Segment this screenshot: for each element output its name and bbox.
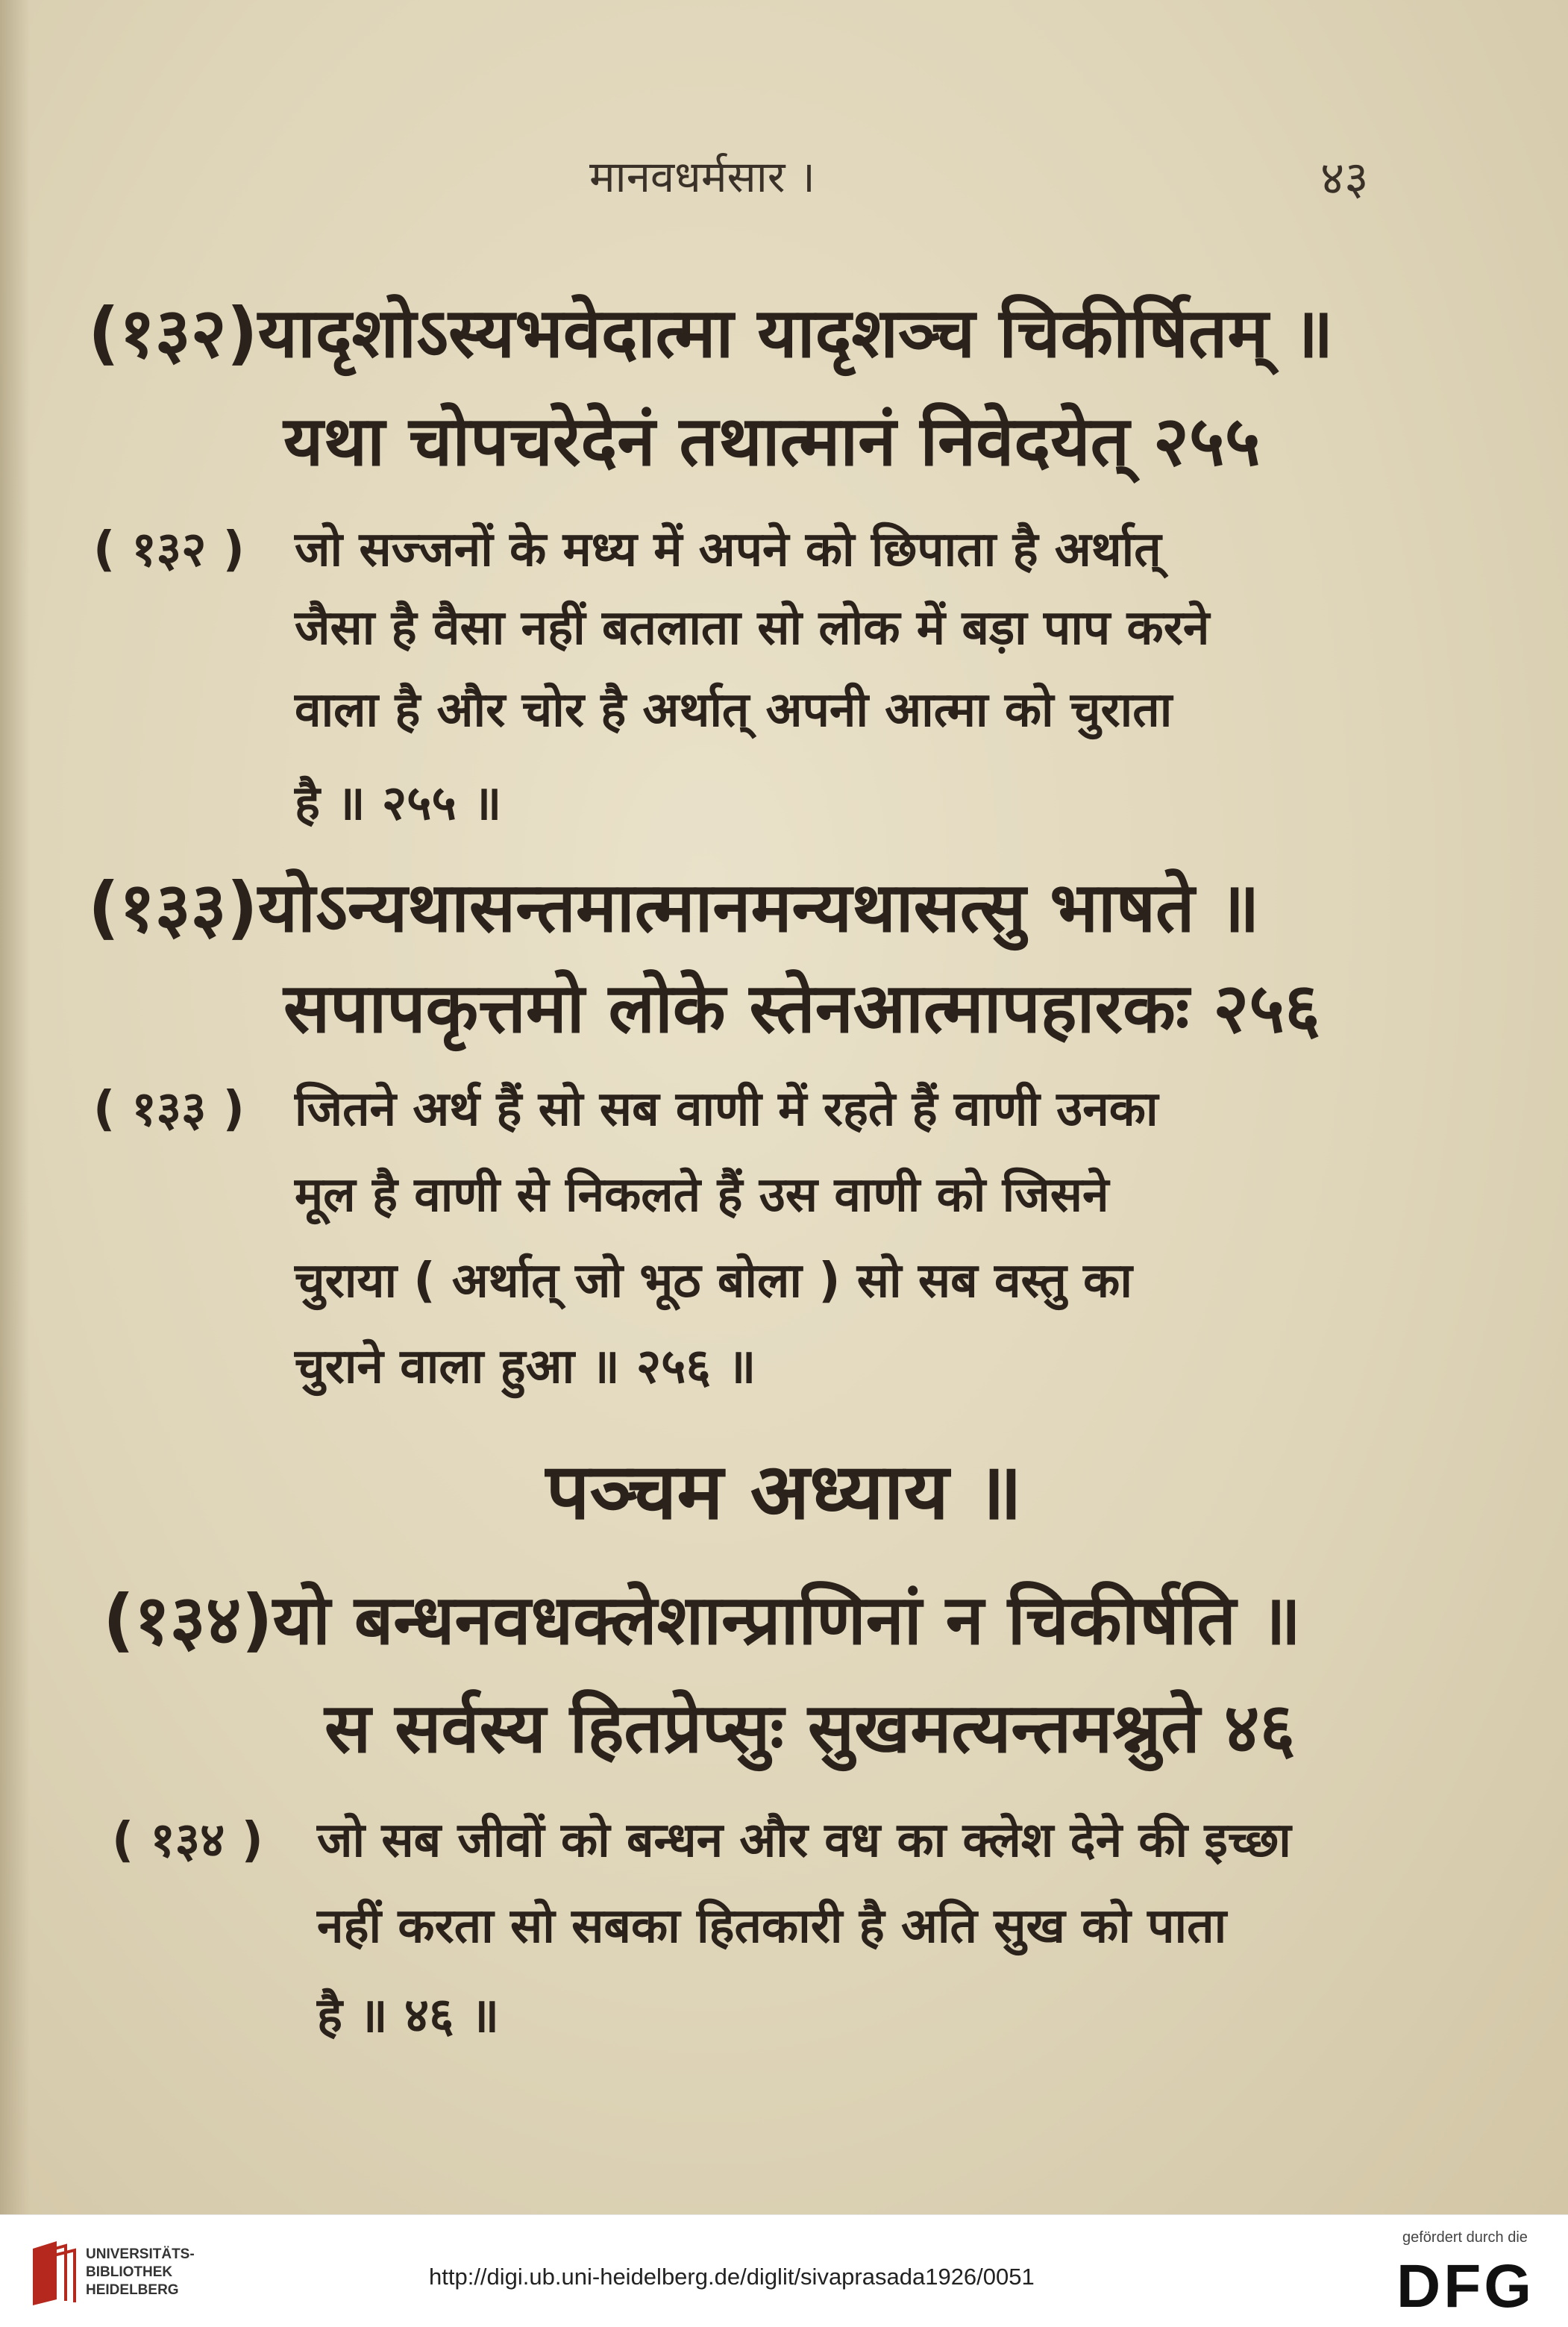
verse-number: (१३२) (88, 293, 258, 373)
page-header (0, 145, 1568, 213)
translation-text: चुराने वाला हुआ ॥ २५६ ॥ (295, 1339, 756, 1394)
translation-line (112, 1805, 1291, 1870)
sanskrit-line (283, 959, 1320, 1052)
translation-line (317, 1891, 1226, 1956)
translation-number: ( १३३ ) (93, 1082, 245, 1137)
translation-line (93, 515, 1161, 580)
verse-text: स सर्वस्य हितप्रेप्सुः सुखमत्यन्तमश्नुते ४६ (324, 1688, 1296, 1768)
verse-text: सपापकृत्तमो लोके स्तेनआत्मापहारकः २५६ (283, 968, 1320, 1048)
translation-text: जितने अर्थ हैं सो सब वाणी में रहते हैं वाणी उनका (295, 1082, 1158, 1137)
verse-text: यो बन्धनवधक्लेशान्प्राणिनां न चिकीर्षति ॥ (272, 1580, 1302, 1660)
translation-line (295, 1160, 1108, 1225)
source-url-link[interactable]: http://digi.ub.uni-heidelberg.de/diglit/sivaprasada1926/0051 (429, 2264, 1035, 2290)
verse-number: (१३४) (103, 1580, 273, 1660)
library-logo-icon (30, 2238, 79, 2307)
funder-label: gefördert durch die (1402, 2229, 1528, 2246)
sanskrit-line (324, 1679, 1295, 1772)
translation-text: वाला है और चोर है अर्थात् अपनी आत्मा को चुराता (295, 683, 1173, 738)
library-name-line: BIBLIOTHEK (86, 2264, 173, 2280)
page-binding-edge (0, 0, 30, 2214)
translation-line (295, 768, 501, 833)
library-name (86, 2246, 195, 2299)
library-name-line: HEIDELBERG (86, 2282, 179, 2298)
translation-line (295, 1332, 756, 1397)
sanskrit-line (283, 392, 1261, 485)
verse-text: यादृशोऽस्यभवेदात्मा यादृशञ्च चिकीर्षितम् ॥ (257, 293, 1334, 373)
dfg-logo: DFG (1396, 2252, 1535, 2320)
translation-line (317, 1981, 499, 2046)
translation-line (295, 1246, 1132, 1311)
chapter-heading: पञ्चम अध्याय ॥ (545, 1446, 1023, 1537)
translation-number: ( १३४ ) (112, 1813, 263, 1868)
page-number: ४३ (1320, 151, 1369, 205)
translation-text: है ॥ ४६ ॥ (317, 1988, 500, 2043)
verse-number: (१३३) (88, 868, 258, 948)
verse-text: योऽन्यथासन्तमात्मानमन्यथासत्सु भाषते ॥ (257, 868, 1260, 948)
translation-text: जो सब जीवों को बन्धन और वध का क्लेश देने की इच्छा (317, 1813, 1291, 1868)
translation-text: चुराया ( अर्थात् जो भूठ बोला ) सो सब वस्तु का (295, 1253, 1132, 1309)
sanskrit-line (103, 1570, 1301, 1664)
library-name-line: UNIVERSITÄTS- (86, 2246, 195, 2262)
translation-text: मूल है वाणी से निकलते हैं उस वाणी को जिसने (295, 1168, 1109, 1223)
translation-text: जैसा है वैसा नहीं बतलाता सो लोक में बड़ा पाप करने (295, 601, 1210, 656)
translation-text: जो सज्जनों के मध्य में अपने को छिपाता है अर्थात् (295, 522, 1161, 577)
translation-line (93, 1074, 1158, 1139)
translation-line (295, 593, 1209, 658)
translation-number: ( १३२ ) (93, 522, 245, 577)
sanskrit-line (88, 284, 1334, 377)
translation-text: नहीं करता सो सबका हितकारी है अति सुख को पाता (317, 1899, 1227, 1954)
translation-text: है ॥ २५५ ॥ (295, 776, 502, 831)
running-title: मानवधर्मसार । (589, 151, 815, 202)
translation-line (295, 675, 1172, 740)
sanskrit-line (88, 858, 1260, 951)
verse-text: यथा चोपचरेदेनं तथात्मानं निवेदयेत् २५५ (283, 401, 1261, 481)
